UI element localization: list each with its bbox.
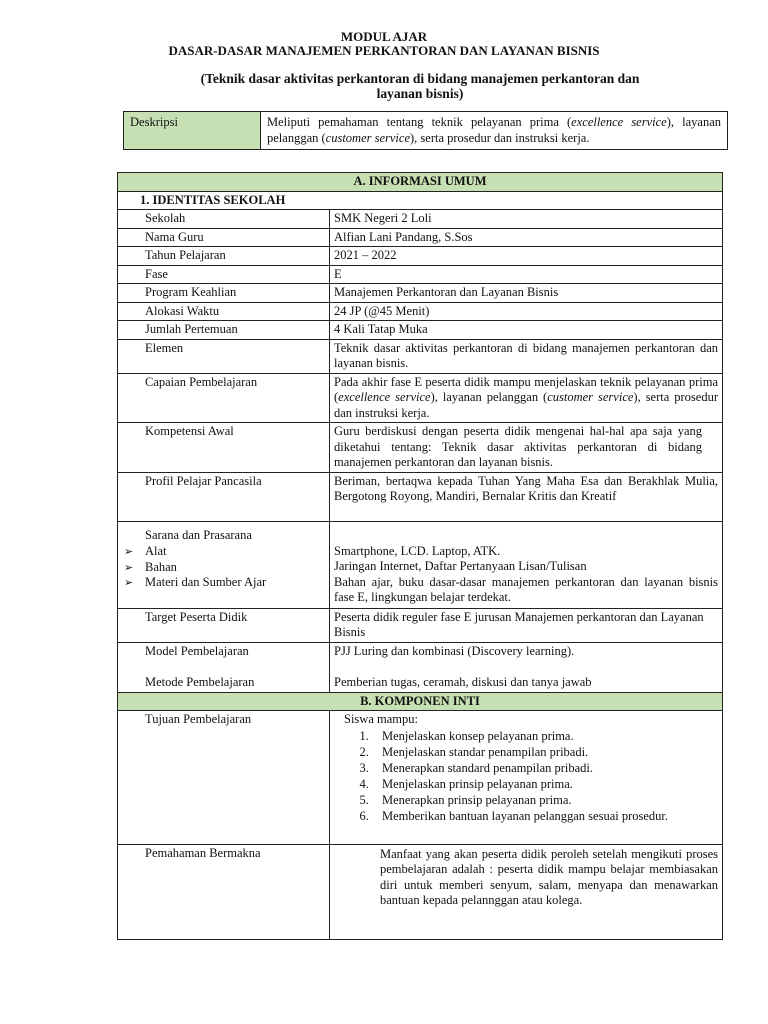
table-row bbox=[118, 608, 723, 642]
sarana-bahan-value: Jaringan Internet, Daftar Pertanyaan Lisan/Tulisan bbox=[334, 559, 587, 573]
section-a-title: A. INFORMASI UMUM bbox=[118, 173, 723, 192]
row-label: Jumlah Pertemuan bbox=[118, 321, 330, 340]
model-label: Model Pembelajaran bbox=[145, 643, 249, 658]
table-row bbox=[118, 844, 723, 939]
row-value: E bbox=[330, 265, 723, 284]
row-label: Program Keahlian bbox=[118, 284, 330, 303]
kompetensi-value: Guru berdiskusi dengan peserta didik mengenai hal-hal apa saja yang diketahui tentang: Teknik dasar aktivitas perkantoran di bidang manajemen perkantoran dan layanan bisnis. bbox=[330, 423, 723, 473]
list-item: ➢ Alat bbox=[124, 544, 167, 558]
main-table bbox=[117, 172, 723, 940]
deskripsi-table bbox=[123, 111, 728, 150]
capaian-value: Pada akhir fase E peserta didik mampu menjelaskan teknik pelayanan prima (excellence service), layanan pelanggan (customer service), serta prosedur dan instruksi kerja. bbox=[330, 373, 723, 423]
row-value: Teknik dasar aktivitas perkantoran di bidang manajemen perkantoran dan layanan bisnis. bbox=[330, 339, 723, 373]
sarana-alat-value: Smartphone, LCD. Laptop, ATK. bbox=[334, 543, 501, 558]
row-value: Alfian Lani Pandang, S.Sos bbox=[330, 228, 723, 247]
sarana-label: Sarana dan Prasarana bbox=[145, 527, 252, 542]
row-label: Alokasi Waktu bbox=[118, 302, 330, 321]
doc-topic-line1: (Teknik dasar aktivitas perkantoran di bidang manajemen perkantoran dan bbox=[200, 71, 640, 86]
row-label: Tahun Pelajaran bbox=[118, 247, 330, 266]
table-row bbox=[118, 642, 723, 692]
arrow-bullet-icon: ➢ bbox=[124, 545, 134, 558]
list-item: 1. Menjelaskan konsep pelayanan prima. bbox=[372, 728, 718, 744]
model-metode-values bbox=[330, 642, 723, 692]
deskripsi-label: Deskripsi bbox=[124, 112, 261, 150]
row-label: Elemen bbox=[118, 339, 330, 373]
table-row bbox=[118, 284, 723, 303]
list-item: 5. Menerapkan prinsip pelayanan prima. bbox=[372, 792, 718, 808]
list-item: 2. Menjelaskan standar penampilan pribadi. bbox=[372, 744, 718, 760]
model-value: PJJ Luring dan kombinasi (Discovery learning). bbox=[334, 643, 575, 658]
model-metode-labels bbox=[118, 642, 330, 692]
row-value: 2021 – 2022 bbox=[330, 247, 723, 266]
target-label: Target Peserta Didik bbox=[118, 608, 330, 642]
pemahaman-value: Manfaat yang akan peserta didik peroleh setelah mengikuti proses pembelajaran adalah : peserta didik mampu belajar membiasakan diri untuk memberi senyum, salam, menyapa dan menawarkan bantuan kepada pelannggan atau kolega. bbox=[330, 844, 723, 939]
row-label: Nama Guru bbox=[118, 228, 330, 247]
tujuan-value bbox=[330, 711, 723, 845]
list-item: 6. Memberikan bantuan layanan pelanggan sesuai prosedur. bbox=[372, 808, 718, 824]
list-item: ➢ Materi dan Sumber Ajar bbox=[124, 575, 267, 589]
tujuan-intro: Siswa mampu: bbox=[344, 712, 418, 726]
tujuan-label: Tujuan Pembelajaran bbox=[118, 711, 330, 845]
sarana-label-cell bbox=[118, 521, 330, 608]
profil-value: Beriman, bertaqwa kepada Tuhan Yang Maha Esa dan Berakhlak Mulia, Bergotong Royong, Mandiri, Bernalar Kritis dan Kreatif bbox=[330, 472, 723, 521]
row-value: Manajemen Perkantoran dan Layanan Bisnis bbox=[330, 284, 723, 303]
identitas-heading: 1. IDENTITAS SEKOLAH bbox=[118, 191, 723, 210]
row-value: 4 Kali Tatap Muka bbox=[330, 321, 723, 340]
doc-topic-line2: layanan bisnis) bbox=[376, 86, 464, 101]
doc-subject: DASAR-DASAR MANAJEMEN PERKANTORAN DAN LAYANAN BISNIS bbox=[168, 43, 600, 58]
list-item: ➢ Bahan bbox=[124, 559, 177, 574]
table-row bbox=[118, 302, 723, 321]
table-row bbox=[118, 711, 723, 845]
capaian-label: Capaian Pembelajaran bbox=[118, 373, 330, 423]
table-row bbox=[118, 247, 723, 266]
table-row bbox=[118, 321, 723, 340]
table-row bbox=[118, 228, 723, 247]
deskripsi-value: Meliputi pemahaman tentang teknik pelayanan prima (excellence service), layanan pelanggan (customer service), serta prosedur dan instruksi kerja. bbox=[261, 112, 728, 150]
doc-title: MODUL AJAR bbox=[340, 29, 428, 44]
profil-label: Profil Pelajar Pancasila bbox=[118, 472, 330, 521]
row-value: SMK Negeri 2 Loli bbox=[330, 210, 723, 229]
sarana-materi-value: Bahan ajar, buku dasar-dasar manajemen perkantoran dan layanan bisnis fase E, lingkungan belajar terdekat. bbox=[334, 574, 719, 604]
table-row bbox=[118, 210, 723, 229]
table-row bbox=[118, 339, 723, 373]
metode-value: Pemberian tugas, ceramah, diskusi dan tanya jawab bbox=[334, 675, 592, 689]
metode-label: Metode Pembelajaran bbox=[145, 675, 255, 689]
target-value: Peserta didik reguler fase E jurusan Manajemen perkantoran dan Layanan Bisnis bbox=[330, 608, 723, 642]
row-label: Fase bbox=[118, 265, 330, 284]
arrow-bullet-icon: ➢ bbox=[124, 560, 134, 574]
list-item: 4. Menjelaskan prinsip pelayanan prima. bbox=[372, 776, 718, 792]
pemahaman-label: Pemahaman Bermakna bbox=[118, 844, 330, 939]
section-b-title: B. KOMPONEN INTI bbox=[118, 692, 723, 711]
kompetensi-label: Kompetensi Awal bbox=[118, 423, 330, 473]
row-label: Sekolah bbox=[118, 210, 330, 229]
table-row bbox=[118, 265, 723, 284]
table-row bbox=[118, 472, 723, 521]
list-item: 3. Menerapkan standard penampilan pribadi. bbox=[372, 760, 718, 776]
arrow-bullet-icon: ➢ bbox=[124, 576, 134, 589]
row-value: 24 JP (@45 Menit) bbox=[330, 302, 723, 321]
table-row bbox=[118, 423, 723, 473]
table-row bbox=[118, 521, 723, 608]
sarana-values bbox=[330, 521, 723, 608]
table-row bbox=[118, 373, 723, 423]
